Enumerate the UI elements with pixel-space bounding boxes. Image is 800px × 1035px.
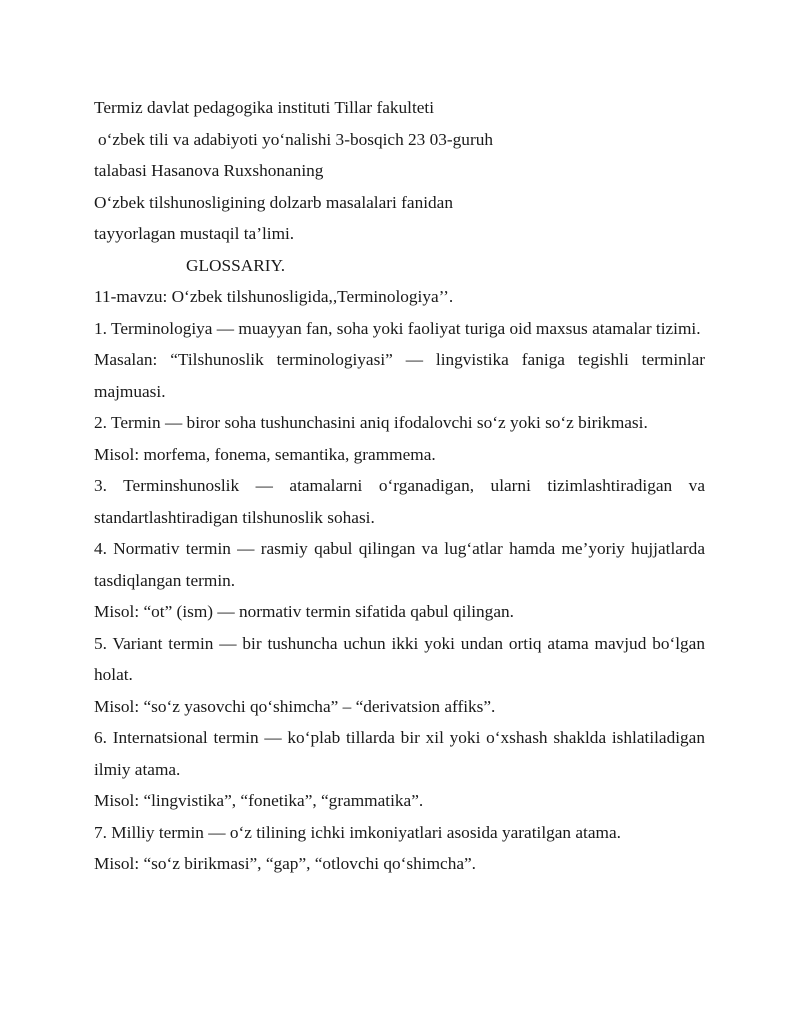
header-subject: O‘zbek tilshunosligining dolzarb masalalari fanidan (94, 192, 453, 212)
glossary-title: GLOSSARIY. (186, 255, 286, 275)
glossary-entry: 1. Terminologiya — muayyan fan, soha yoki faoliyat turiga oid maxsus atamalar tizimi. (94, 318, 701, 338)
glossary-example: Misol: morfema, fonema, semantika, grammema. (94, 444, 436, 464)
glossary-example: Misol: “lingvistika”, “fonetika”, “grammatika”. (94, 791, 424, 810)
glossary-entry: 3. Terminshunoslik — atamalarni o‘rganadigan, ularni tizimlashtiradigan va standartlashtiradigan tilshunoslik sohasi. (94, 476, 705, 527)
header-program: o‘zbek tili va adabiyoti yo‘nalishi 3-bosqich 23 03-guruh (98, 129, 493, 149)
glossary-entry: 2. Termin — biror soha tushunchasini aniq ifodalovchi so‘z yoki so‘z birikmasi. (94, 413, 648, 432)
document-page (94, 92, 705, 880)
topic-heading: 11-mavzu: O‘zbek tilshunosligida,,Terminologiya’’. (94, 287, 454, 306)
glossary-entry: 5. Variant termin — bir tushuncha uchun ikki yoki undan ortiq atama mavjud bo‘lgan holat. (94, 633, 705, 684)
glossary-example: Misol: “so‘z birikmasi”, “gap”, “otlovchi qo‘shimcha”. (94, 854, 477, 873)
glossary-entry: 7. Milliy termin — o‘z tilining ichki imkoniyatlari asosida yaratilgan atama. (94, 822, 621, 842)
header-work-type: tayyorlagan mustaqil ta’limi. (94, 224, 295, 243)
glossary-example: Misol: “so‘z yasovchi qo‘shimcha” – “derivatsion affiks”. (94, 696, 496, 716)
glossary-entry: 4. Normativ termin — rasmiy qabul qilingan va lug‘atlar hamda me’yoriy hujjatlarda tasdiqlangan termin. (94, 539, 705, 590)
header-institution: Termiz davlat pedagogika instituti Tillar fakulteti (94, 98, 435, 117)
glossary-example: Masalan: “Tilshunoslik terminologiyasi” — lingvistika faniga tegishli terminlar majmuasi. (94, 350, 705, 401)
header-student: talabasi Hasanova Ruxshonaning (94, 161, 324, 180)
glossary-entry: 6. Internatsional termin — ko‘plab tillarda bir xil yoki o‘xshash shaklda ishlatiladigan ilmiy atama. (94, 728, 705, 779)
glossary-example: Misol: “ot” (ism) — normativ termin sifatida qabul qilingan. (94, 602, 514, 621)
